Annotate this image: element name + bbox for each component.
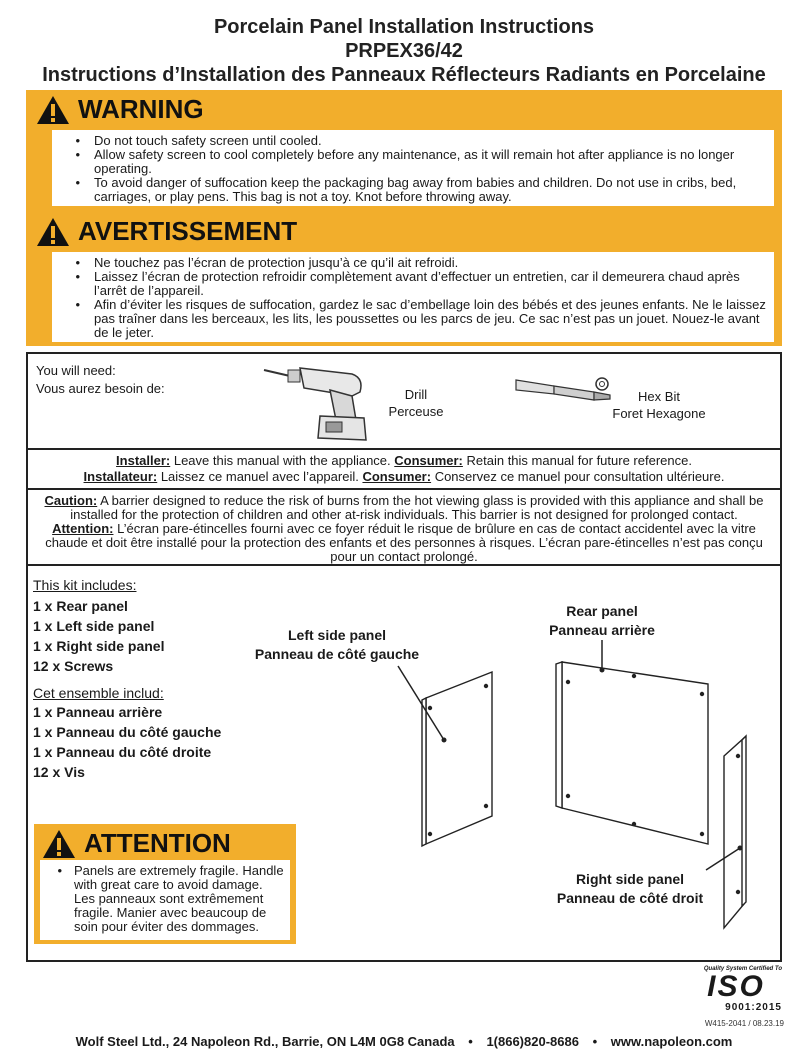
drill-label-french: Perceuse (388, 404, 444, 419)
manual-notice-box (26, 448, 782, 490)
rear-panel-label-french: Panneau arrière (549, 622, 655, 638)
installateur-label: Installateur: (83, 469, 158, 484)
attention-label: Attention: (52, 521, 114, 536)
drill-label: Drill (404, 387, 428, 402)
iso-certification-badge (690, 966, 782, 1022)
drill-icon (260, 360, 380, 444)
tools-box (26, 352, 782, 450)
caution-label: Caution: (44, 493, 98, 508)
kit-box (26, 564, 782, 962)
left-side-panel (422, 672, 492, 846)
kit-item: 12 x Vis (33, 764, 85, 780)
warning-section (26, 90, 782, 212)
consumer-label: Consumer: (394, 453, 463, 468)
model-number: PRPEX36/42 (345, 40, 463, 62)
avertissement-item: • Ne touchez pas l’écran de protection jusqu’à ce qu’il ait refroidi. (80, 256, 774, 270)
consumer-text: Retain this manual for future reference. (462, 453, 692, 468)
warning-heading: WARNING (78, 94, 204, 124)
right-panel-label: Right side panel (575, 871, 685, 887)
warning-triangle-icon (36, 95, 70, 125)
caution-box (26, 488, 782, 566)
right-side-panel (724, 736, 746, 928)
kit-item: 1 x Left side panel (33, 618, 155, 634)
iso-certified-text: Quality System Certified To (703, 966, 782, 972)
you-will-need: You will need: (36, 363, 116, 378)
iso-logo: ISO (707, 970, 765, 1003)
warning-item: • Allow safety screen to cool completely before any maintenance, as it will remain hot after appliance is no longer operating. (80, 148, 774, 176)
attention-section (34, 824, 296, 944)
avertissement-heading: AVERTISSEMENT (78, 216, 298, 246)
kit-item: 1 x Panneau du côté droite (33, 744, 212, 760)
warning-item: • To avoid danger of suffocation keep the packaging bag away from babies and children. Do not use in cribs, bed, carriages, or play pens. This bag is not a toy. Knot before throwing away. (80, 176, 774, 204)
hex-bit-label: Hex Bit (638, 389, 680, 404)
footer-website[interactable]: www.napoleon.com (610, 1034, 733, 1049)
footer-separator: • (468, 1034, 473, 1049)
installer-text: Leave this manual with the appliance. (170, 453, 395, 468)
right-panel-label-french: Panneau de côté droit (556, 890, 704, 906)
avertissement-item: • Laissez l’écran de protection refroidir complètement avant d’effectuer un entretien, car il demeurera chaud après l’arrêt de l’appareil. (80, 270, 774, 298)
warning-triangle-icon (36, 217, 70, 247)
footer-separator: • (592, 1034, 598, 1049)
rear-panel (556, 662, 708, 844)
avertissement-item: • Afin d’éviter les risques de suffocation, gardez le sac d’embellage loin des bébés et des jeunes enfants. Ne le laissez pas traîner dans les berceaux, les lits, les poussettes ou les parcs de jeu. Ce sac n’est pas un jouet. Nouez-le avant de le jeter. (80, 298, 774, 340)
footer-phone: 1(866)820-8686 (486, 1034, 579, 1049)
footer-company: Wolf Steel Ltd., 24 Napoleon Rd., Barrie, ON L4M 0G8 Canada (75, 1034, 455, 1049)
consommateur-text: Conservez ce manuel pour consultation ultérieure. (431, 469, 725, 484)
warning-triangle-icon (42, 829, 76, 859)
attention-item: • Panels are extremely fragile. Handle with great care to avoid damage. Les panneaux sont extrêmement fragile. Manier avec beaucoup de soin pour éviter des dommages. (62, 864, 286, 934)
kit-item: 1 x Panneau du côté gauche (33, 724, 222, 740)
installer-label: Installer: (116, 453, 171, 468)
kit-item: 1 x Rear panel (33, 598, 128, 614)
kit-item: 1 x Right side panel (33, 638, 165, 654)
attention-heading: ATTENTION (84, 828, 231, 858)
hex-bit-label-french: Foret Hexagone (612, 406, 706, 421)
page-title: Porcelain Panel Installation Instructions (213, 16, 595, 38)
kit-heading: This kit includes: (33, 577, 137, 593)
left-panel-label: Left side panel (287, 627, 387, 643)
left-panel-label-french: Panneau de côté gauche (254, 646, 420, 662)
page-title-french: Instructions d’Installation des Panneaux Réflecteurs Radiants en Porcelaine (42, 64, 766, 86)
footer (0, 1034, 808, 1049)
warning-item: • Do not touch safety screen until cooled. (80, 134, 774, 148)
avertissement-section (26, 212, 782, 346)
document-code: W415-2041 / 08.23.19 (704, 1019, 784, 1028)
attention-text: L’écran pare-étincelles fourni avec ce foyer réduit le risque de brûlure en cas de contact accidentel avec la vitre chaude et doit être installé pour la protection des enfants et des personnes à risques. L’écran pare-étincelles n’est pas conçu pour un contact prolongé. (45, 521, 763, 564)
consommateur-label: Consumer: (362, 469, 432, 484)
caution-text: A barrier designed to reduce the risk of burns from the hot viewing glass is provided with this appliance and shall be installed for the protection of children and other at-risk individuals. This barrier is not designed for prolonged contact. (70, 493, 764, 522)
kit-item: 1 x Panneau arrière (33, 704, 163, 720)
kit-heading-french: Cet ensemble includ: (33, 685, 164, 701)
iso-standard: 9001:2015 (725, 1002, 782, 1013)
kit-item: 12 x Screws (33, 658, 114, 674)
rear-panel-label: Rear panel (566, 603, 638, 619)
installateur-text: Laissez ce manuel avec l’appareil. (157, 469, 363, 484)
vous-aurez-besoin: Vous aurez besoin de: (36, 381, 165, 396)
